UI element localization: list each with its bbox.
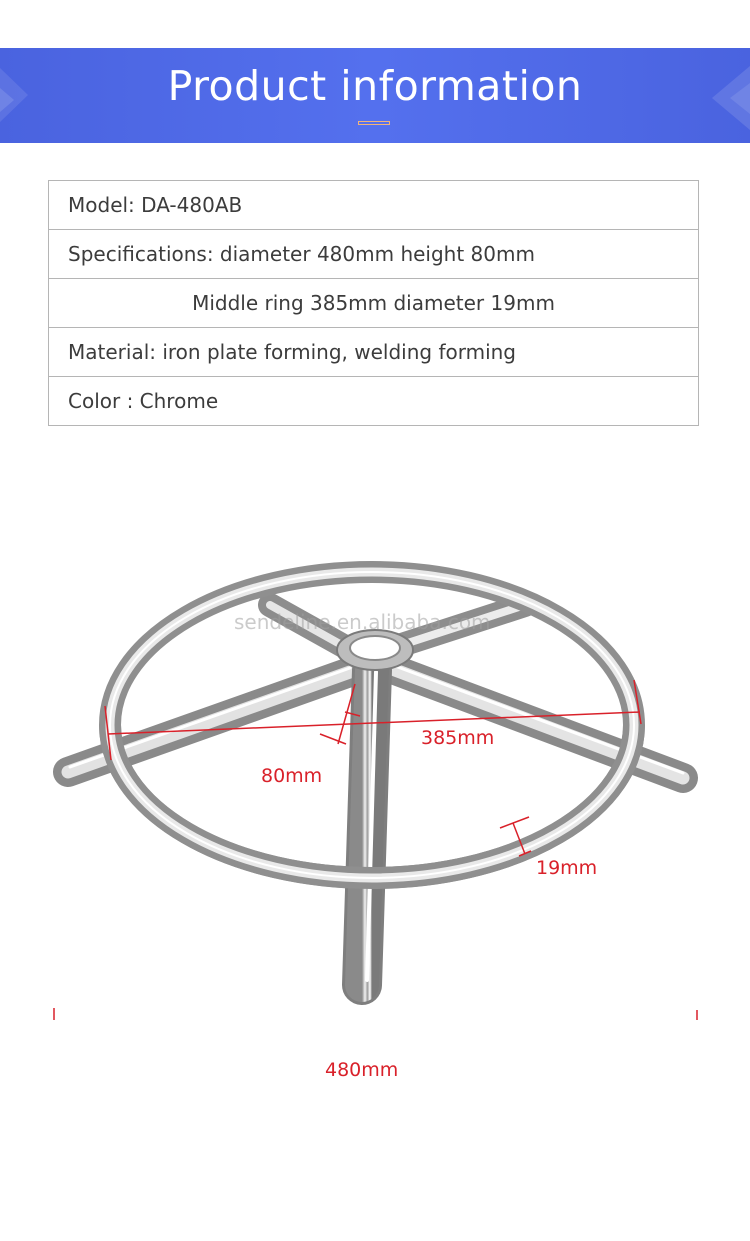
- title-underline: [358, 121, 390, 125]
- watermark: sendeline.en.alibaba.com: [234, 610, 491, 634]
- arm-front: [362, 670, 376, 985]
- tube-dimension-label: 19mm: [536, 857, 598, 879]
- spec-row: [49, 328, 699, 377]
- header-banner: [0, 48, 750, 143]
- center-hub: [337, 630, 413, 670]
- dimension-line-overall: [54, 1008, 697, 1020]
- spec-table: [48, 180, 699, 426]
- height-dimension-label: 80mm: [261, 765, 323, 787]
- spec-material: Material: iron plate forming, welding forming: [49, 328, 699, 377]
- overall-dimension-label: 480mm: [325, 1059, 399, 1081]
- spec-row: [49, 377, 699, 426]
- spec-middle-ring: Middle ring 385mm diameter 19mm: [49, 279, 699, 328]
- spec-row: [49, 279, 699, 328]
- spec-model: Model: DA-480AB: [49, 181, 699, 230]
- spec-row: [49, 181, 699, 230]
- spec-row: [49, 230, 699, 279]
- page-title: Product information: [167, 62, 583, 110]
- spec-specifications: Specifications: diameter 480mm height 80mm: [49, 230, 699, 279]
- spec-color: Color : Chrome: [49, 377, 699, 426]
- ring-dimension-label: 385mm: [421, 727, 495, 749]
